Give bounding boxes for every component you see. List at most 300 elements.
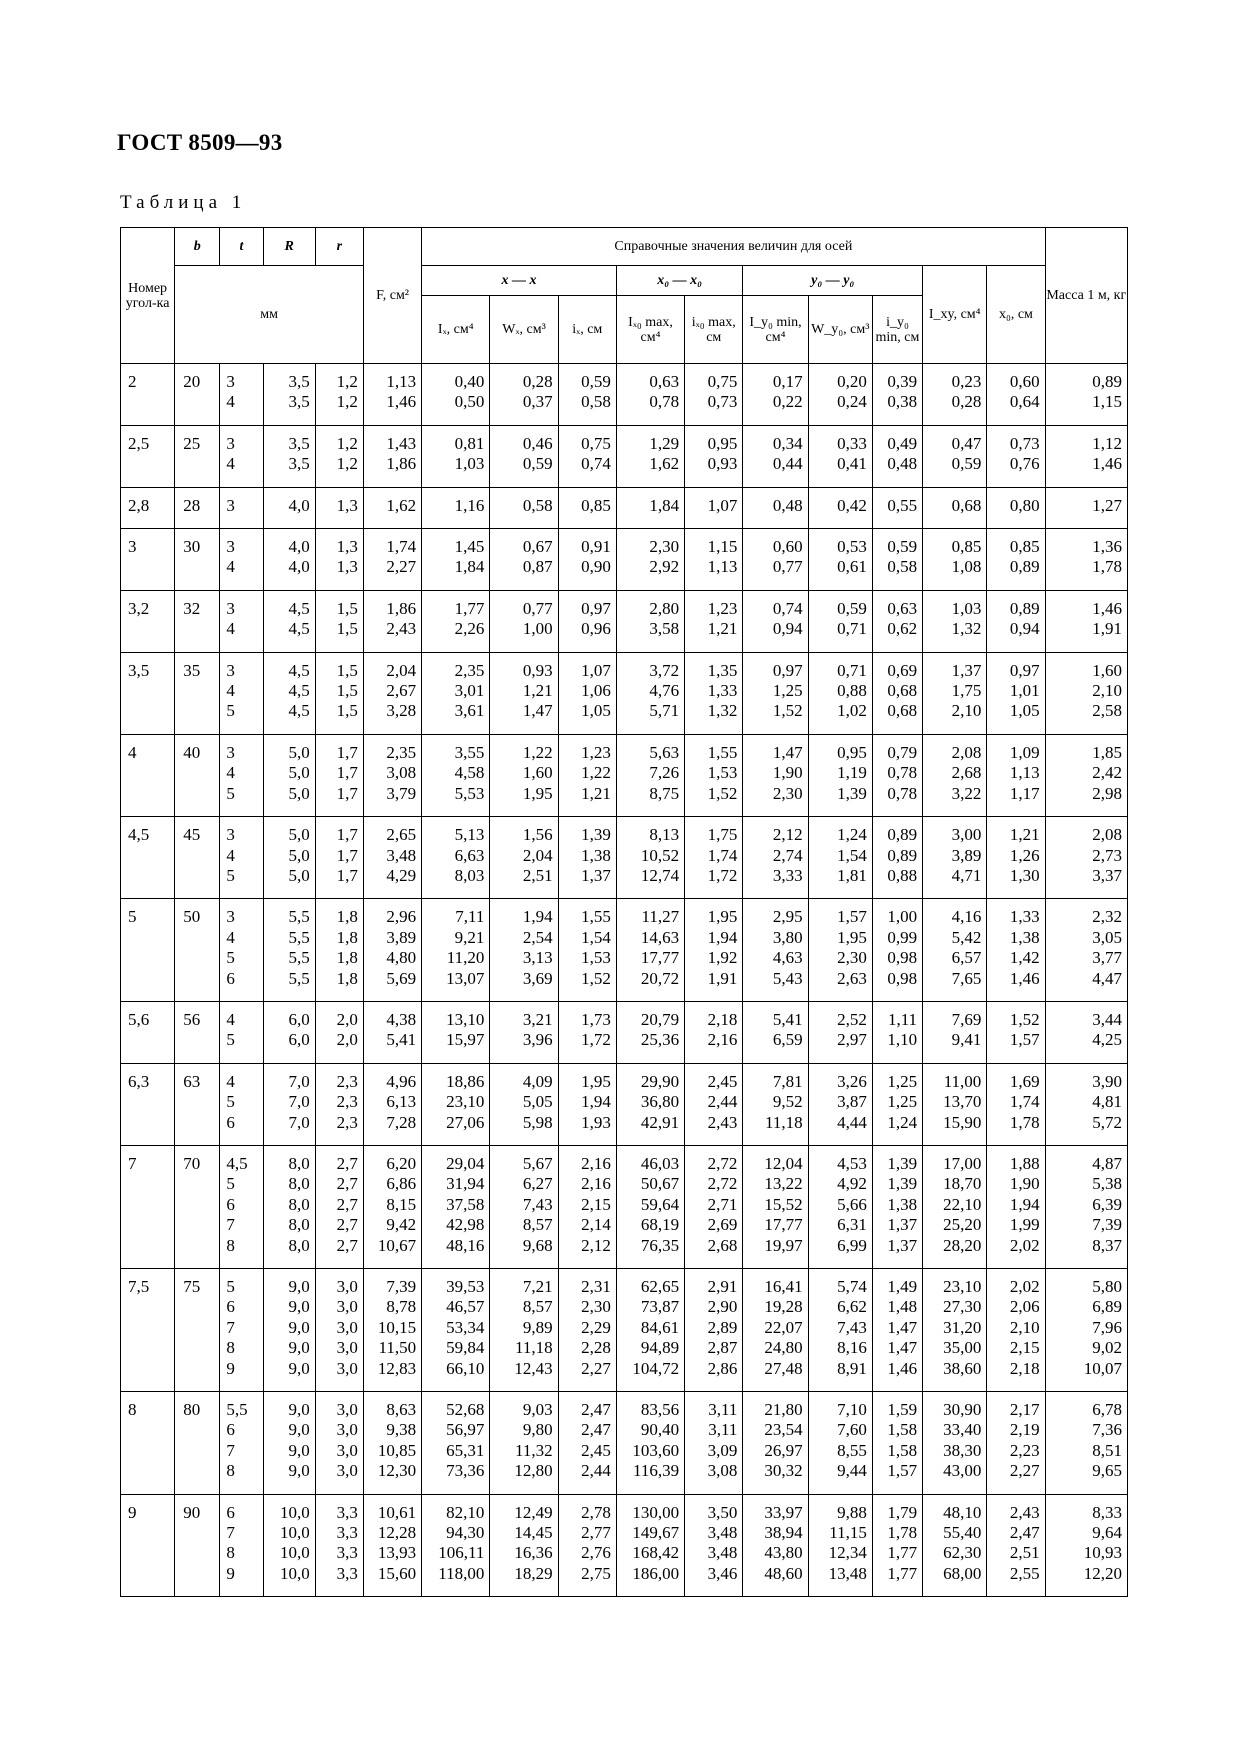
cell-value: 4,5 — [226, 1153, 248, 1173]
cell-value: 3,37 — [1092, 865, 1122, 885]
cell-Ix0 — [616, 364, 684, 426]
cell-value: 8,15 — [386, 1194, 417, 1214]
cell-value: 2,43 — [386, 619, 417, 639]
cell-value: 2,96 — [386, 907, 417, 927]
cell-value: 25,20 — [943, 1215, 982, 1235]
cell-value: 1,52 — [581, 968, 611, 988]
cell-value: 11,27 — [641, 907, 680, 927]
cell-no — [121, 1145, 175, 1268]
cell-value: 4 — [226, 454, 235, 474]
cell-value: 0,98 — [887, 948, 918, 968]
cell-value: 8,51 — [1092, 1440, 1122, 1460]
cell-value: 25 — [183, 433, 201, 453]
cell-value: 0,40 — [454, 372, 485, 391]
cell-value: 1,74 — [386, 537, 417, 557]
cell-ix — [558, 817, 616, 899]
cell-value: 7,39 — [1092, 1215, 1122, 1235]
cell-value: 1,46 — [386, 392, 417, 412]
cell-value: 1,8 — [336, 948, 358, 968]
cell-value: 0,48 — [772, 495, 803, 515]
cell-F — [363, 734, 421, 816]
cell-Ix0 — [616, 529, 684, 591]
cell-value: 0,63 — [649, 372, 680, 391]
cell-iy0 — [872, 1392, 922, 1495]
cell-value: 1,3 — [336, 537, 358, 557]
cell-value: 1,03 — [454, 454, 485, 474]
cell-Ixy — [923, 425, 987, 487]
cell-value: 2,27 — [386, 557, 417, 577]
cell-value: 4 — [226, 619, 235, 639]
cell-value: 2,68 — [951, 763, 982, 783]
cell-value: 1,73 — [581, 1009, 611, 1029]
cell-value: 5,98 — [522, 1112, 553, 1132]
cell-Ix — [422, 487, 490, 528]
cell-t — [220, 425, 263, 487]
cell-value: 0,61 — [837, 557, 867, 577]
cell-r — [315, 1063, 363, 1145]
cell-value: 1,2 — [336, 372, 358, 391]
cell-value: 4,63 — [772, 948, 803, 968]
cell-value: 2,23 — [1009, 1440, 1040, 1460]
cell-value: 4,0 — [288, 537, 310, 557]
cell-value: 0,37 — [522, 392, 553, 412]
cell-value: 1,78 — [887, 1523, 918, 1543]
cell-value: 2,97 — [837, 1030, 867, 1050]
cell-value: 9 — [128, 1502, 137, 1522]
cell-value: 5,6 — [128, 1009, 150, 1029]
cell-value: 1,74 — [707, 845, 738, 865]
cell-ix — [558, 1145, 616, 1268]
cell-value: 1,5 — [336, 681, 358, 701]
cell-value: 62,30 — [943, 1543, 982, 1563]
cell-value: 1,33 — [1009, 907, 1040, 927]
cell-value: 12,04 — [764, 1153, 803, 1173]
cell-value: 9,0 — [288, 1317, 310, 1337]
cell-value: 0,98 — [887, 968, 918, 988]
cell-value: 59,84 — [446, 1338, 485, 1358]
cell-value: 10,0 — [279, 1502, 310, 1522]
cell-value: 1,72 — [581, 1030, 611, 1050]
cell-value: 56,97 — [446, 1420, 485, 1440]
cell-x0 — [987, 652, 1045, 734]
cell-b — [175, 425, 220, 487]
cell-ix — [558, 487, 616, 528]
cell-Wx — [490, 1269, 558, 1392]
cell-Iy0 — [743, 590, 808, 652]
cell-Wy0 — [808, 1494, 872, 1597]
cell-value: 3,96 — [522, 1030, 553, 1050]
cell-value: 0,74 — [581, 454, 611, 474]
cell-value: 2,72 — [707, 1174, 738, 1194]
cell-value: 1,39 — [887, 1153, 918, 1173]
header-axis-xx: x — x — [422, 266, 617, 296]
cell-value: 1,84 — [649, 495, 680, 515]
cell-x0 — [987, 899, 1045, 1002]
cell-F — [363, 1494, 421, 1597]
cell-value: 2,69 — [707, 1215, 738, 1235]
cell-Ixy — [923, 1001, 987, 1063]
cell-R — [263, 487, 315, 528]
cell-Ix0 — [616, 487, 684, 528]
cell-x0 — [987, 425, 1045, 487]
cell-Wy0 — [808, 487, 872, 528]
cell-value: 1,37 — [581, 865, 611, 885]
header-Ix: Iₓ, см⁴ — [422, 296, 490, 364]
cell-r — [315, 652, 363, 734]
cell-value: 2,04 — [386, 660, 417, 680]
cell-value: 6,3 — [128, 1071, 150, 1091]
cell-value: 4 — [128, 742, 137, 762]
cell-value: 0,89 — [887, 825, 918, 845]
cell-value: 1,02 — [837, 701, 867, 721]
header-b: b — [175, 228, 220, 266]
cell-value: 7,0 — [288, 1092, 310, 1112]
cell-value: 6,39 — [1092, 1194, 1122, 1214]
cell-value: 8,0 — [288, 1153, 310, 1173]
cell-Iy0 — [743, 364, 808, 426]
cell-value: 8,57 — [522, 1215, 553, 1235]
cell-value: 11,18 — [765, 1112, 803, 1132]
header-iy0: i_y₀ min, см — [872, 296, 922, 364]
cell-ix0 — [685, 1392, 743, 1495]
cell-value: 2,29 — [581, 1317, 611, 1337]
cell-value: 0,97 — [581, 598, 611, 618]
cell-value: 3,11 — [708, 1420, 738, 1440]
cell-iy0 — [872, 899, 922, 1002]
cell-value: 7,5 — [128, 1277, 150, 1296]
cell-value: 3,0 — [336, 1420, 358, 1440]
cell-value: 2,08 — [1092, 825, 1122, 845]
header-Wx: Wₓ, см³ — [490, 296, 558, 364]
cell-r — [315, 817, 363, 899]
cell-value: 0,74 — [772, 598, 803, 618]
cell-value: 1,37 — [887, 1235, 918, 1255]
cell-value: 8 — [128, 1400, 137, 1420]
table-row — [121, 487, 1128, 528]
cell-no — [121, 1494, 175, 1597]
cell-b — [175, 529, 220, 591]
cell-value: 6,13 — [386, 1092, 417, 1112]
cell-value: 9 — [226, 1563, 235, 1583]
cell-value: 2,30 — [837, 948, 867, 968]
cell-value: 3 — [226, 495, 235, 515]
header-R: R — [263, 228, 315, 266]
cell-value: 0,96 — [581, 619, 611, 639]
table-row — [121, 529, 1128, 591]
document-title: ГОСТ 8509—93 — [117, 130, 283, 155]
cell-value: 9,0 — [288, 1440, 310, 1460]
cell-mass — [1045, 529, 1127, 591]
cell-value: 8 — [226, 1543, 235, 1563]
cell-value: 1,39 — [837, 783, 867, 803]
cell-value: 38,30 — [943, 1440, 982, 1460]
cell-value: 1,60 — [522, 763, 553, 783]
cell-value: 0,76 — [1009, 454, 1040, 474]
cell-value: 7 — [226, 1440, 235, 1460]
cell-value: 3,5 — [288, 392, 310, 412]
cell-Wx — [490, 1392, 558, 1495]
cell-value: 1,62 — [386, 495, 417, 515]
cell-value: 7,0 — [288, 1071, 310, 1091]
cell-value: 2,3 — [336, 1112, 358, 1132]
cell-ix0 — [685, 1494, 743, 1597]
cell-value: 9,0 — [288, 1358, 310, 1378]
cell-value: 1,00 — [887, 907, 918, 927]
cell-value: 0,59 — [951, 454, 982, 474]
cell-value: 0,59 — [887, 537, 918, 557]
cell-value: 52,68 — [446, 1400, 485, 1420]
cell-value: 1,17 — [1009, 783, 1040, 803]
cell-value: 9,03 — [522, 1400, 553, 1420]
cell-value: 4,16 — [951, 907, 982, 927]
cell-value: 2,78 — [581, 1502, 611, 1522]
cell-value: 0,60 — [772, 537, 803, 557]
cell-value: 2,98 — [1092, 783, 1122, 803]
cell-value: 2,80 — [649, 598, 680, 618]
cell-value: 4,0 — [288, 495, 310, 515]
cell-value: 1,22 — [522, 742, 553, 762]
cell-value: 5,5 — [288, 968, 310, 988]
cell-value: 32 — [183, 598, 201, 618]
cell-value: 1,06 — [581, 681, 611, 701]
cell-value: 6,57 — [951, 948, 982, 968]
cell-no — [121, 590, 175, 652]
cell-no — [121, 899, 175, 1002]
cell-F — [363, 1145, 421, 1268]
cell-R — [263, 364, 315, 426]
cell-value: 2,12 — [581, 1235, 611, 1255]
table-row — [121, 1392, 1128, 1495]
cell-ix0 — [685, 1269, 743, 1392]
cell-value: 0,68 — [887, 701, 918, 721]
cell-value: 2,77 — [581, 1523, 611, 1543]
cell-R — [263, 652, 315, 734]
cell-Ix — [422, 1269, 490, 1392]
cell-Wy0 — [808, 734, 872, 816]
cell-value: 9,0 — [288, 1420, 310, 1440]
cell-value: 59,64 — [640, 1194, 680, 1214]
cell-mass — [1045, 590, 1127, 652]
cell-value: 1,53 — [581, 948, 611, 968]
cell-value: 4,44 — [837, 1112, 867, 1132]
cell-ix0 — [685, 899, 743, 1002]
cell-value: 1,13 — [386, 372, 417, 391]
cell-value: 8,0 — [288, 1215, 310, 1235]
cell-Ix — [422, 1001, 490, 1063]
header-axis-x0x0: x₀ — x₀ — [616, 266, 742, 296]
cell-value: 9,52 — [772, 1092, 803, 1112]
cell-Iy0 — [743, 1001, 808, 1063]
cell-Iy0 — [743, 1063, 808, 1145]
cell-no — [121, 1269, 175, 1392]
cell-value: 7,10 — [837, 1400, 867, 1420]
cell-value: 0,88 — [837, 681, 867, 701]
cell-value: 5,53 — [454, 783, 485, 803]
cell-value: 5,0 — [288, 742, 310, 762]
cell-value: 11,18 — [515, 1338, 553, 1358]
cell-value: 0,89 — [1092, 372, 1122, 391]
cell-value: 0,77 — [522, 598, 553, 618]
cell-value: 42,91 — [640, 1112, 680, 1132]
cell-value: 1,86 — [386, 598, 417, 618]
cell-value: 2,89 — [707, 1317, 738, 1337]
cell-value: 2,32 — [1092, 907, 1122, 927]
cell-value: 45 — [183, 825, 201, 845]
cell-Wx — [490, 1145, 558, 1268]
cell-value: 6,99 — [837, 1235, 867, 1255]
cell-b — [175, 487, 220, 528]
cell-value: 1,29 — [649, 433, 680, 453]
cell-value: 2,58 — [1092, 701, 1122, 721]
cell-value: 4 — [226, 681, 235, 701]
cell-Iy0 — [743, 529, 808, 591]
cell-mass — [1045, 487, 1127, 528]
cell-value: 1,77 — [887, 1563, 918, 1583]
cell-value: 4 — [226, 557, 235, 577]
cell-value: 1,38 — [887, 1194, 918, 1214]
cell-value: 6 — [226, 1194, 235, 1214]
cell-value: 0,75 — [707, 372, 738, 391]
cell-Wx — [490, 899, 558, 1002]
cell-Ix0 — [616, 1145, 684, 1268]
cell-value: 4,5 — [288, 681, 310, 701]
cell-value: 46,03 — [640, 1153, 680, 1173]
cell-value: 12,28 — [377, 1523, 417, 1543]
cell-value: 3 — [128, 537, 137, 557]
cell-F — [363, 817, 421, 899]
cell-value: 1,07 — [707, 495, 738, 515]
cell-value: 1,95 — [837, 927, 867, 947]
cell-value: 3,89 — [951, 845, 982, 865]
cell-mass — [1045, 1392, 1127, 1495]
cell-value: 9,0 — [288, 1400, 310, 1420]
cell-value: 1,78 — [1009, 1112, 1040, 1132]
cell-value: 1,75 — [951, 681, 982, 701]
cell-value: 1,32 — [707, 701, 738, 721]
cell-iy0 — [872, 1001, 922, 1063]
cell-value: 3,3 — [336, 1543, 358, 1563]
cell-iy0 — [872, 364, 922, 426]
cell-value: 3,09 — [707, 1440, 738, 1460]
cell-iy0 — [872, 1145, 922, 1268]
cell-value: 1,15 — [1092, 392, 1122, 412]
cell-value: 0,63 — [887, 598, 918, 618]
cell-value: 2,27 — [1009, 1461, 1040, 1481]
cell-value: 1,27 — [1092, 495, 1122, 515]
cell-value: 2,27 — [581, 1358, 611, 1378]
cell-x0 — [987, 1145, 1045, 1268]
cell-value: 43,00 — [943, 1461, 982, 1481]
cell-value: 1,23 — [581, 742, 611, 762]
cell-value: 8,0 — [288, 1235, 310, 1255]
cell-value: 7,43 — [522, 1194, 553, 1214]
cell-value: 15,90 — [943, 1112, 982, 1132]
cell-value: 6,62 — [837, 1297, 867, 1317]
cell-value: 0,95 — [837, 742, 867, 762]
cell-value: 1,38 — [581, 845, 611, 865]
cell-value: 3,89 — [386, 927, 417, 947]
cell-value: 1,49 — [887, 1277, 918, 1296]
cell-Iy0 — [743, 899, 808, 1002]
table-row — [121, 1494, 1128, 1597]
cell-value: 0,91 — [581, 537, 611, 557]
cell-value: 5,0 — [288, 845, 310, 865]
cell-value: 3,26 — [837, 1071, 867, 1091]
cell-value: 5 — [226, 783, 235, 803]
cell-value: 8 — [226, 1461, 235, 1481]
cell-value: 8,91 — [837, 1358, 867, 1378]
cell-value: 42,98 — [446, 1215, 485, 1235]
cell-value: 0,94 — [1009, 619, 1040, 639]
cell-value: 3,21 — [522, 1009, 553, 1029]
cell-value: 7,96 — [1092, 1317, 1122, 1337]
cell-value: 2,10 — [951, 701, 982, 721]
cell-x0 — [987, 529, 1045, 591]
cell-Ixy — [923, 590, 987, 652]
cell-value: 0,93 — [522, 660, 553, 680]
cell-value: 10,0 — [279, 1543, 310, 1563]
cell-value: 5 — [226, 701, 235, 721]
cell-value: 5,69 — [386, 968, 417, 988]
cell-value: 7,26 — [649, 763, 680, 783]
cell-value: 149,67 — [632, 1523, 680, 1543]
cell-value: 3 — [226, 598, 235, 618]
cell-Wx — [490, 1494, 558, 1597]
cell-value: 6,78 — [1092, 1400, 1122, 1420]
cell-value: 31,94 — [446, 1174, 485, 1194]
cell-value: 39,53 — [446, 1277, 485, 1296]
cell-value: 1,09 — [1009, 742, 1040, 762]
cell-value: 5 — [226, 1174, 235, 1194]
cell-value: 5,38 — [1092, 1174, 1122, 1194]
cell-value: 17,77 — [764, 1215, 803, 1235]
cell-value: 2,3 — [336, 1071, 358, 1091]
cell-b — [175, 817, 220, 899]
cell-value: 2,35 — [386, 742, 417, 762]
cell-value: 0,78 — [887, 763, 918, 783]
cell-ix0 — [685, 364, 743, 426]
cell-value: 3,0 — [336, 1400, 358, 1420]
cell-value: 94,30 — [446, 1523, 485, 1543]
cell-value: 0,58 — [581, 392, 611, 412]
cell-b — [175, 1392, 220, 1495]
cell-value: 2,3 — [336, 1092, 358, 1112]
cell-Ix0 — [616, 899, 684, 1002]
cell-value: 0,39 — [887, 372, 918, 391]
cell-value: 1,13 — [707, 557, 738, 577]
cell-value: 0,49 — [887, 433, 918, 453]
cell-value: 2,74 — [772, 845, 803, 865]
cell-value: 8 — [226, 1235, 235, 1255]
cell-value: 3,5 — [288, 433, 310, 453]
cell-value: 9,38 — [386, 1420, 417, 1440]
cell-value: 1,59 — [887, 1400, 918, 1420]
cell-value: 4,87 — [1092, 1153, 1122, 1173]
cell-value: 0,77 — [772, 557, 803, 577]
cell-Iy0 — [743, 487, 808, 528]
cell-value: 4,5 — [128, 825, 150, 845]
cell-value: 4,96 — [386, 1071, 417, 1091]
header-axis-y0y0: y₀ — y₀ — [743, 266, 923, 296]
cell-value: 27,30 — [943, 1297, 982, 1317]
cell-value: 23,54 — [764, 1420, 803, 1440]
cell-value: 0,38 — [887, 392, 918, 412]
cell-value: 4,38 — [386, 1009, 417, 1029]
cell-value: 2,73 — [1092, 845, 1122, 865]
cell-Ix0 — [616, 1392, 684, 1495]
cell-value: 3,5 — [288, 372, 310, 391]
cell-value: 38,60 — [943, 1358, 982, 1378]
